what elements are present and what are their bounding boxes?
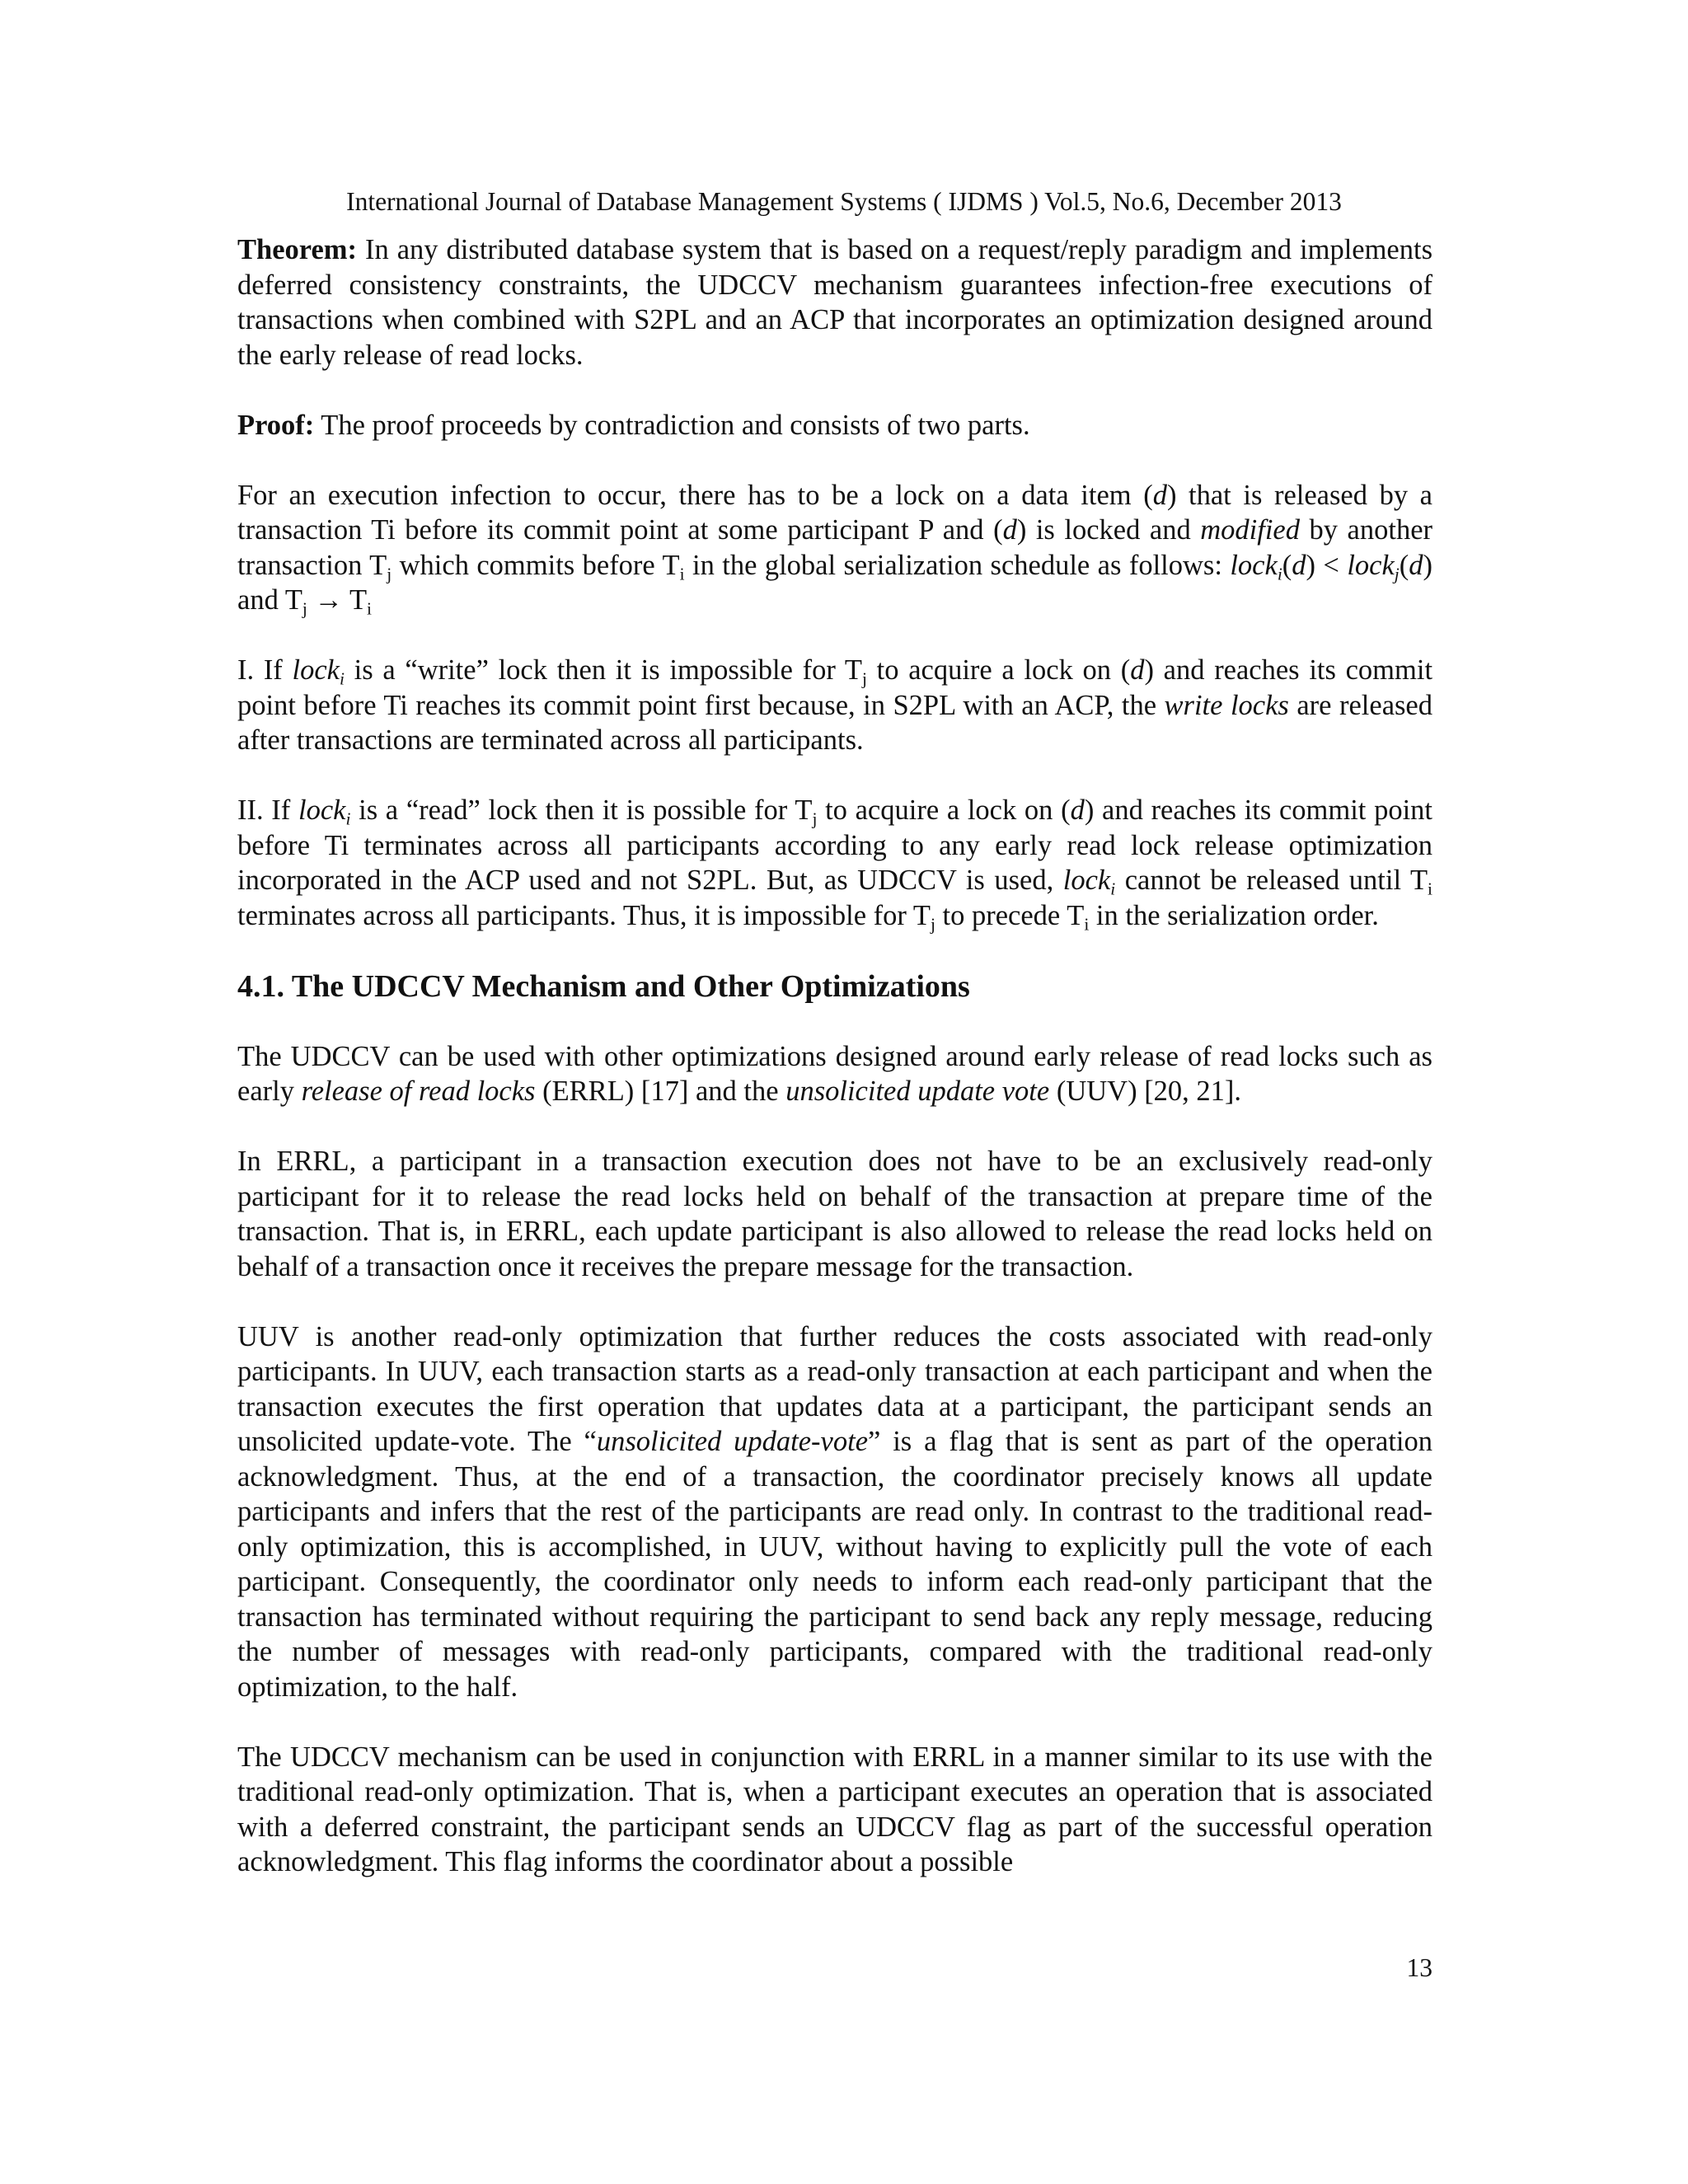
text-run: ) and T xyxy=(237,549,1432,616)
math-var: lock xyxy=(1230,549,1278,581)
text-run: For an execution infection to occur, there has to be a lock on a data item ( xyxy=(237,479,1153,511)
text-run: which commits before T xyxy=(392,549,680,581)
section-heading: 4.1. The UDCCV Mechanism and Other Optimizations xyxy=(237,968,970,1004)
math-var: lock xyxy=(1062,865,1111,896)
math-var: i xyxy=(339,668,345,689)
math-var: d xyxy=(1130,654,1145,686)
text-run: cannot be released until T xyxy=(1115,865,1428,896)
math-var: i xyxy=(1110,879,1116,899)
math-var: d xyxy=(1002,514,1017,546)
infection-paragraph xyxy=(237,478,1432,618)
theorem-label: Theorem: xyxy=(237,234,357,265)
subscript: j xyxy=(812,808,818,829)
text-run: ) is locked and xyxy=(1016,514,1201,546)
proof-part-two xyxy=(237,793,1432,933)
math-var: lock xyxy=(292,654,340,686)
proof-text: The proof proceeds by contradiction and consists of two parts. xyxy=(314,409,1030,441)
text-run: is a “read” lock then it is possible for T xyxy=(350,794,813,826)
subscript: j xyxy=(387,563,392,583)
text-run: UUV is another read-only optimization that further reduces the costs associated with read-only participants. In UUV, each transaction starts as a read-only transaction at each participant and when the transaction executes the first operation that updates data at a participant, the participant sends an unsolicited update-vote. The “ xyxy=(237,1320,1432,1457)
text-run: to acquire a lock on ( xyxy=(866,654,1131,686)
text-run: I. If xyxy=(237,654,293,686)
text-run: → T xyxy=(307,584,368,616)
intro-paragraph xyxy=(237,1039,1432,1109)
math-var: j xyxy=(1394,563,1400,583)
text-run: ( xyxy=(1399,549,1409,581)
final-paragraph: The UDCCV mechanism can be used in conjunction with ERRL in a manner similar to its use with the traditional read-only optimization. That is, when a participant executes an operation that is associated with a deferred constraint, the participant sends an UDCCV flag as part of the successful operation acknowledgment. This flag informs the coordinator about a possible xyxy=(237,1741,1432,1877)
text-run: ) that is released by a transaction Ti before its commit point at some participant P and ( xyxy=(237,479,1432,546)
proof-label: Proof: xyxy=(237,409,315,441)
emphasis: modified xyxy=(1200,514,1300,546)
math-var: lock xyxy=(298,794,346,826)
errl-paragraph: In ERRL, a participant in a transaction execution does not have to be an exclusively read-only participant for it to release the read locks held on behalf of the transaction at prepare time of the transaction. That is, in ERRL, each update participant is also allowed to release the read locks held on behalf of a transaction once it receives the prepare message for the transaction. xyxy=(237,1146,1432,1282)
text-run: (UUV) [20, 21]. xyxy=(1049,1076,1242,1107)
theorem-text: In any distributed database system that is based on a request/reply paradigm and implements deferred consistency constraints, the UDCCV mechanism guarantees infection-free executions of transactions when combined with S2PL and an ACP that incorporates an optimization designed around the early release of read locks. xyxy=(237,234,1432,371)
page-number: 13 xyxy=(1406,1953,1432,1982)
proof-paragraph xyxy=(237,408,1432,443)
running-header: International Journal of Database Management Systems ( IJDMS ) Vol.5, No.6, December 2013 xyxy=(346,187,1342,216)
emphasis: unsolicited update vote xyxy=(785,1076,1050,1107)
subscript: j xyxy=(930,913,935,934)
text-run: The UDCCV can be used with other optimizations designed around early release of read locks such as early xyxy=(237,1040,1432,1107)
text-run: to acquire a lock on ( xyxy=(817,794,1071,826)
text-run: ) < xyxy=(1306,549,1348,581)
text-run: terminates across all participants. Thus, it is impossible for T xyxy=(237,899,931,931)
subscript: j xyxy=(862,668,867,689)
text-run: to precede T xyxy=(935,899,1085,931)
text-run: II. If xyxy=(237,794,298,826)
text-run: ” is a flag that is sent as part of the operation acknowledgment. Thus, at the end of a transaction, the coordinator precisely knows all update participants and infers that the rest of the participants are read only. In contrast to the traditional read-only optimization, this is accomplished, in UUV, without having to explicitly pull the vote of each participant. Consequently, the coordinator only needs to inform each read-only participant that the transaction has terminated without requiring the participant to send back any reply message, reducing the number of messages with read-only participants, compared with the traditional read-only optimization, to the half. xyxy=(237,1426,1432,1703)
math-var: d xyxy=(1409,549,1423,581)
text-run: are released after transactions are terminated across all participants. xyxy=(237,689,1432,756)
text-run: ) and reaches its commit point before Ti reaches its commit point first because, in S2PL with an ACP, the xyxy=(237,654,1433,721)
subscript: i xyxy=(679,563,685,583)
math-var: lock xyxy=(1347,549,1395,581)
subscript: i xyxy=(1084,913,1090,934)
emphasis: write locks xyxy=(1164,689,1289,721)
math-var: d xyxy=(1152,479,1167,511)
math-var: d xyxy=(1292,549,1306,581)
text-run: (ERRL) [17] and the xyxy=(535,1076,786,1107)
text-run: ) and reaches its commit point before Ti terminates across all participants according to any early read lock release optimization incorporated in the ACP used and not S2PL. But, as UDCCV is used, xyxy=(237,794,1432,896)
text-run: in the serialization order. xyxy=(1089,899,1379,931)
subscript: i xyxy=(367,598,372,619)
proof-part-one xyxy=(237,653,1432,758)
subscript: i xyxy=(1428,879,1432,899)
body-text xyxy=(237,232,1432,1915)
math-var: i xyxy=(345,808,351,829)
emphasis: unsolicited update-vote xyxy=(596,1426,869,1457)
text-run: is a “write” lock then it is impossible for T xyxy=(344,654,862,686)
uuv-paragraph xyxy=(237,1319,1432,1705)
text-run: by another transaction T xyxy=(237,514,1432,581)
theorem-paragraph xyxy=(237,232,1432,373)
text-run: ( xyxy=(1282,549,1292,581)
math-var: i xyxy=(1277,563,1282,583)
math-var: d xyxy=(1070,794,1085,826)
subscript: j xyxy=(302,598,307,619)
emphasis: release of read locks xyxy=(301,1076,536,1107)
text-run: in the global serialization schedule as follows: xyxy=(684,549,1231,581)
